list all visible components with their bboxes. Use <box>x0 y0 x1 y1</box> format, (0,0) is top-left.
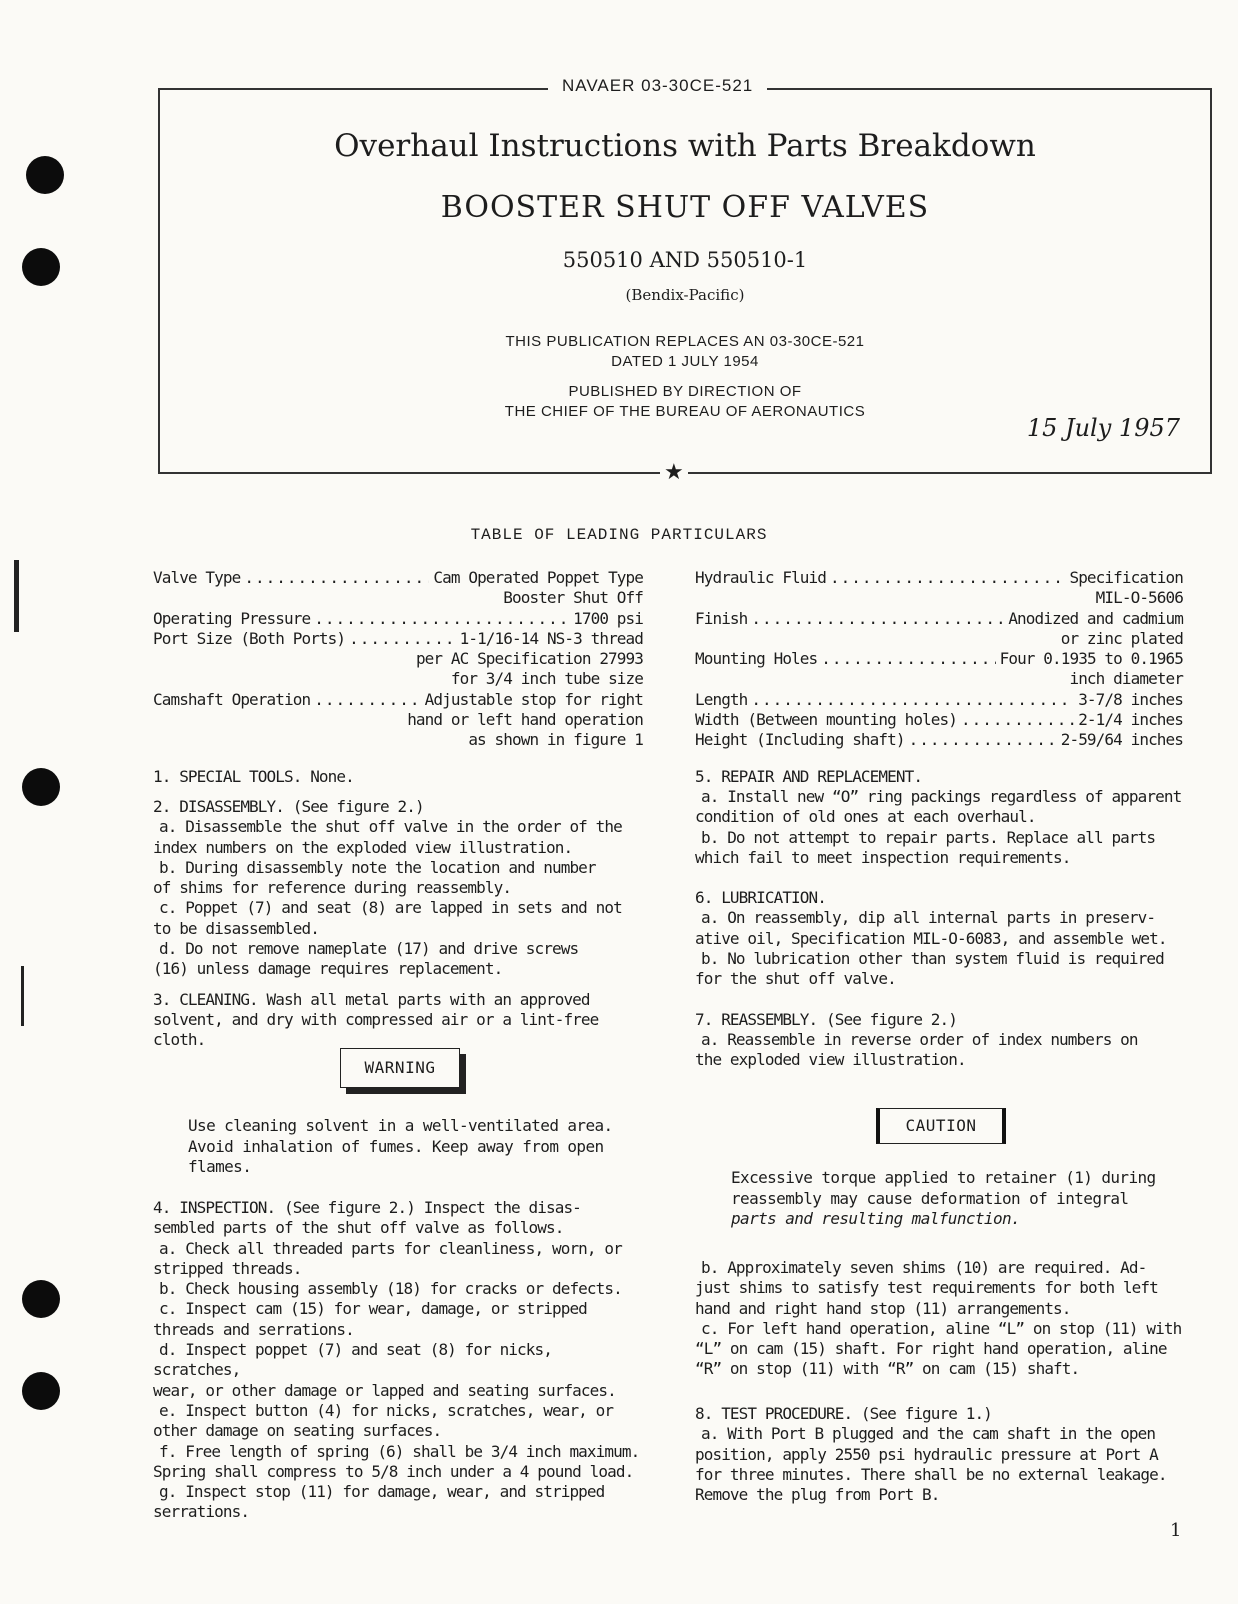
binder-hole <box>22 1280 60 1318</box>
particulars-right: Hydraulic Fluid ..... Specification MIL-O-5606 Finish ..... Anodized and cadmium or zinc plated Mounting Holes ..... Four 0.1935 to 0.1965 inch diameter Length ..... 3-7/8 inches Width (Between mounting holes) ..... 2-1/4 inches Height (Including shaft) ..... 2-59/64 inches <box>695 568 1183 751</box>
particular-row: Height (Including shaft) ..... 2-59/64 inches <box>695 730 1183 750</box>
particulars-title: TABLE OF LEADING PARTICULARS <box>470 526 768 544</box>
section-lubrication: 6. LUBRICATION. a. On reassembly, dip all internal parts in preserv- ative oil, Specification MIL-O-6083, and assemble wet. b. No lubrication other than system fluid is required for the shut off valve. <box>695 888 1167 989</box>
particular-row: Operating Pressure ..... 1700 psi <box>153 609 643 629</box>
binder-hole <box>22 1372 60 1410</box>
particular-row: Camshaft Operation ..... Adjustable stop for right <box>153 690 643 710</box>
replaces-notice: THIS PUBLICATION REPLACES AN 03-30CE-521 DATED 1 JULY 1954 <box>505 333 865 370</box>
binder-hole <box>22 248 60 286</box>
particular-row: Hydraulic Fluid ..... Specification <box>695 568 1183 588</box>
manufacturer: (Bendix-Pacific) <box>625 286 745 304</box>
margin-mark <box>14 560 19 632</box>
doc-number: NAVAER 03-30CE-521 <box>548 76 767 96</box>
section-cleaning: 3. CLEANING. Wash all metal parts with an approved solvent, and dry with compressed air or a lint-free cloth. <box>153 989 599 1050</box>
part-numbers: 550510 AND 550510-1 <box>562 248 808 272</box>
page-number: 1 <box>1170 1520 1182 1541</box>
particular-row: Mounting Holes ..... Four 0.1935 to 0.1965 <box>695 649 1183 669</box>
doc-title: Overhaul Instructions with Parts Breakdown <box>334 128 1036 164</box>
caution-label: CAUTION <box>876 1108 1006 1144</box>
particular-row: Valve Type ..... Cam Operated Poppet Type <box>153 568 643 588</box>
section-reassembly-continued: b. Approximately seven shims (10) are required. Ad- just shims to satisfy test requirements for both left hand and right hand stop (11) arrangements. c. For left hand operation, aline “L” on stop (11) with “L” on cam (15) shaft. For right hand operation, aline “R” on stop (11) with “R” on cam (15) shaft. <box>695 1258 1182 1379</box>
section-repair: 5. REPAIR AND REPLACEMENT. a. Install new “O” ring packings regardless of apparent condition of old ones at each overhaul. b. Do not attempt to repair parts. Replace all parts which fail to meet inspection requirements. <box>695 766 1182 867</box>
section-reassembly: 7. REASSEMBLY. (See figure 2.) a. Reassemble in reverse order of index numbers on the exploded view illustration. <box>695 1009 1138 1070</box>
particular-row: Finish ..... Anodized and cadmium <box>695 609 1183 629</box>
doc-subject: BOOSTER SHUT OFF VALVES <box>440 190 930 225</box>
binder-hole <box>22 768 60 806</box>
binder-hole <box>26 156 64 194</box>
section-special-tools: 1. SPECIAL TOOLS. None. <box>153 766 354 786</box>
warning-text: Use cleaning solvent in a well-ventilated area. Avoid inhalation of fumes. Keep away from open flames. <box>188 1116 613 1176</box>
left-column <box>153 568 643 1051</box>
section-test-procedure: 8. TEST PROCEDURE. (See figure 1.) a. With Port B plugged and the cam shaft in the open position, apply 2550 psi hydraulic pressure at Port A for three minutes. There shall be no external leakage. Remove the plug from Port B. <box>695 1404 1167 1505</box>
margin-mark <box>21 966 24 1026</box>
authority-notice: PUBLISHED BY DIRECTION OF THE CHIEF OF THE BUREAU OF AERONAUTICS <box>504 383 866 420</box>
particular-row: Port Size (Both Ports) ..... 1-1/16-14 NS-3 thread <box>153 629 643 649</box>
section-inspection: 4. INSPECTION. (See figure 2.) Inspect the disas- sembled parts of the shut off valve as follows. a. Check all threaded parts for cleanliness, worn, or stripped threads. b. Check housing assembly (18) for cracks or defects. c. Inspect cam (15) for wear, damage, or stripped threads and serrations. d. Inspect poppet (7) and seat (8) for nicks, scratches, wear, or other damage or lapped and seating surfaces. e. Inspect button (4) for nicks, scratches, wear, or other damage on seating surfaces. f. Free length of spring (6) shall be 3/4 inch maximum. Spring shall compress to 5/8 inch under a 4 pound load. g. Inspect stop (11) for damage, wear, and stripped serrations. <box>153 1198 640 1522</box>
particular-row: Length ..... 3-7/8 inches <box>695 690 1183 710</box>
star-icon: ★ <box>660 462 688 484</box>
publication-date: 15 July 1957 <box>1026 414 1180 442</box>
warning-label: WARNING <box>340 1048 460 1088</box>
right-column <box>695 568 1183 1071</box>
caution-text: Excessive torque applied to retainer (1) during reassembly may cause deformation of integral parts and resulting malfunction. <box>731 1168 1156 1228</box>
particular-row: Width (Between mounting holes) ..... 2-1/4 inches <box>695 710 1183 730</box>
particulars-left: Valve Type ..... Cam Operated Poppet Type Booster Shut Off Operating Pressure ..... 1700 psi Port Size (Both Ports) ..... 1-1/16-14 NS-3 thread per AC Specification 27993 for 3/4 inch tube size Camshaft Operation ..... Adjustable stop for right hand or left hand operation as shown in figure 1 <box>153 568 643 751</box>
section-disassembly: 2. DISASSEMBLY. (See figure 2.) a. Disassemble the shut off valve in the order of the index numbers on the exploded view illustration. b. During disassembly note the location and number of shims for reference during reassembly. c. Poppet (7) and seat (8) are lapped in sets and not to be disassembled. d. Do not remove nameplate (17) and drive screws (16) unless damage requires replacement. <box>153 796 622 979</box>
